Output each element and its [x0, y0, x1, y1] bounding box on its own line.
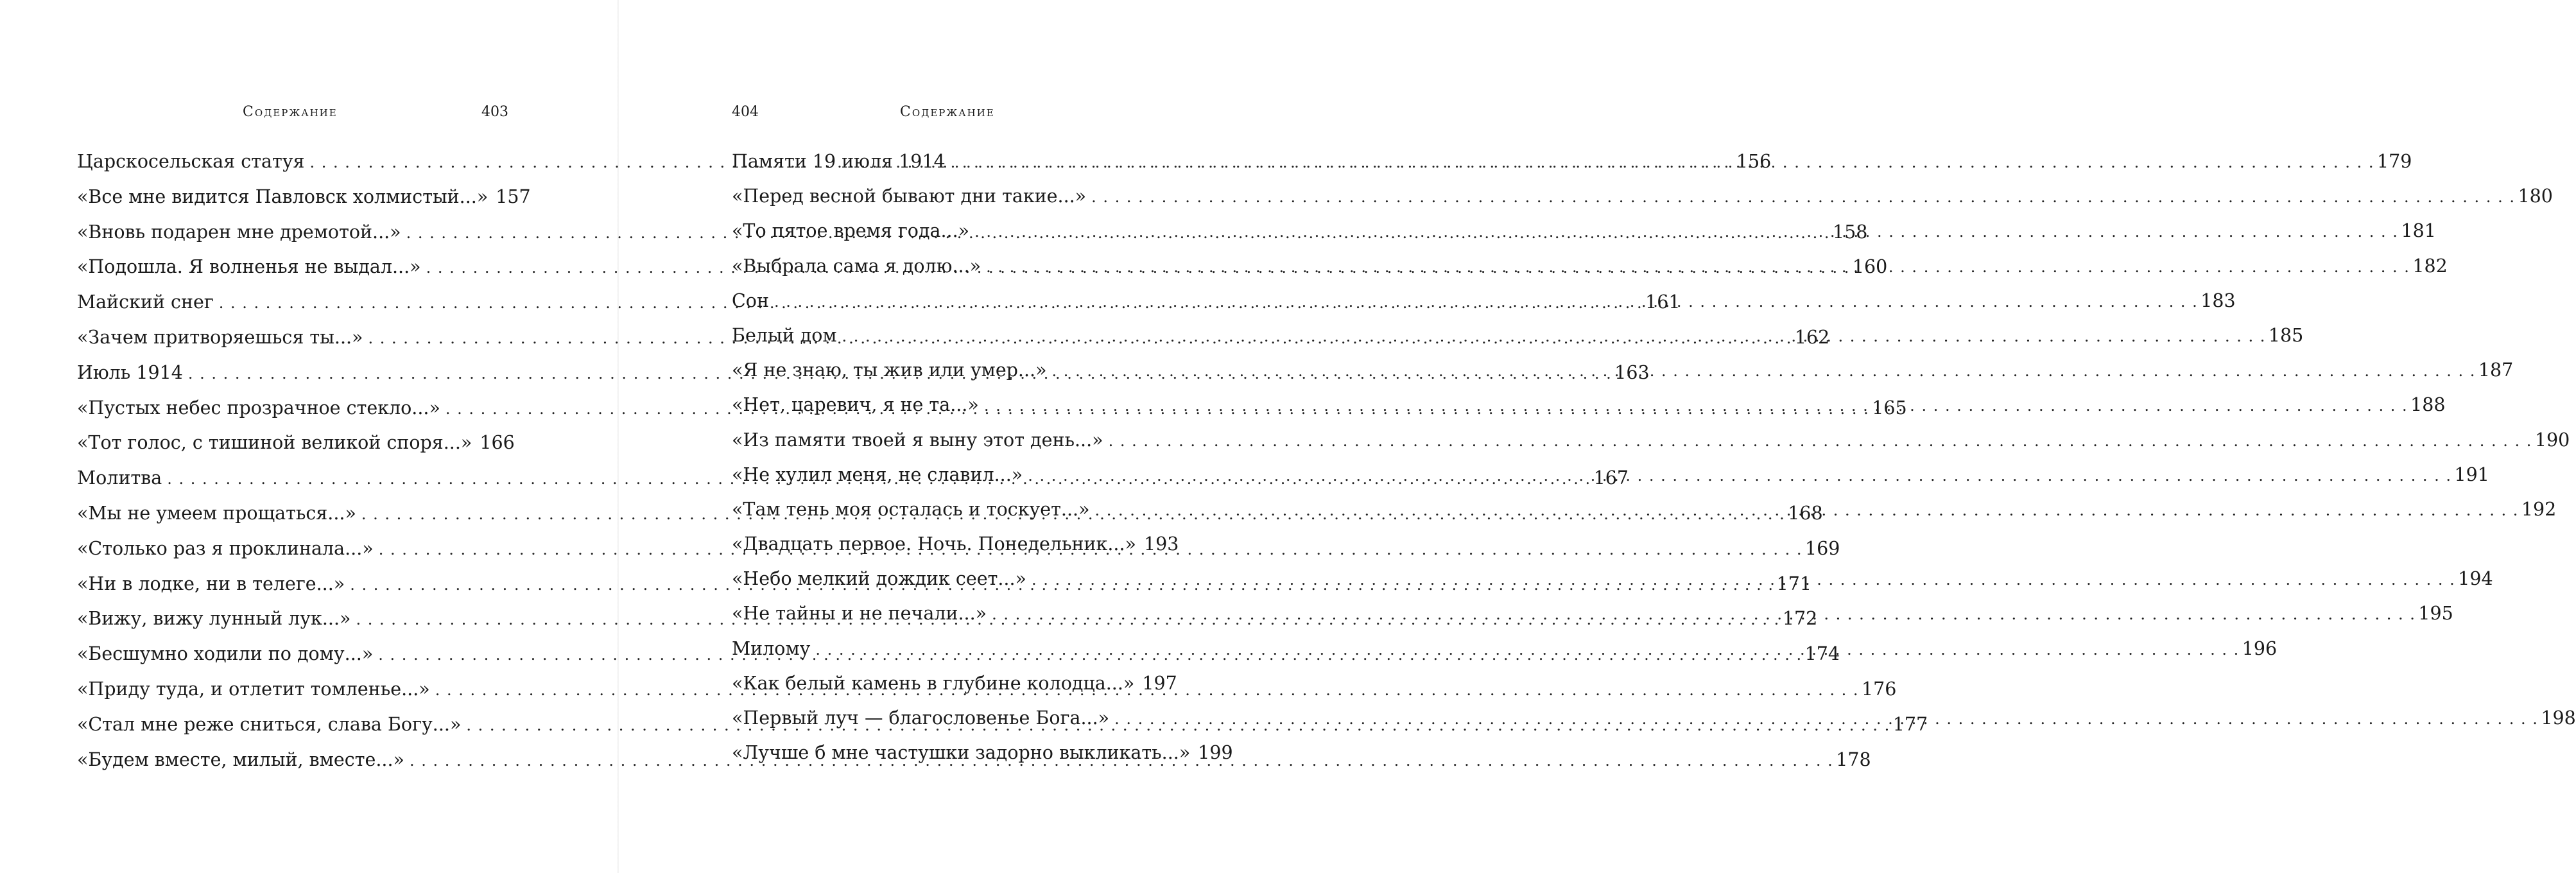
entry-page-number: 197 — [1142, 672, 1177, 694]
entry-page-number: 181 — [2401, 220, 2436, 242]
entry-page-number: 169 — [1805, 537, 1840, 559]
entry-title: Молитва — [77, 467, 162, 489]
entry-page-number: 188 — [2410, 394, 2446, 416]
entry-title: «Стал мне реже сниться, слава Богу...» — [77, 713, 462, 735]
entry-page-number: 162 — [1794, 326, 1830, 348]
running-head-title: Содержание — [900, 104, 995, 120]
entry-page-number: 171 — [1776, 573, 1811, 594]
running-head — [732, 104, 1163, 123]
dot-leader — [1052, 358, 2476, 384]
entry-page-number: 193 — [1143, 533, 1179, 555]
page-number: 404 — [732, 104, 759, 120]
entry-title: «Нет, царевич, я не та...» — [732, 394, 979, 416]
entry-page-number: 191 — [2454, 463, 2489, 485]
toc-entry — [732, 671, 1177, 705]
entry-title: «Вновь подарен мне дремотой...» — [77, 221, 401, 243]
entry-title: «Первый луч — благословенье Бога...» — [732, 707, 1110, 729]
dot-leader — [1091, 184, 2515, 210]
dot-leader — [815, 637, 2239, 662]
entry-title: «Бесшумно ходили по дому...» — [77, 643, 374, 665]
entry-page-number: 179 — [2376, 151, 2412, 172]
entry-title: «Не тайны и не печали...» — [732, 603, 987, 625]
entry-page-number: 168 — [1788, 502, 1823, 524]
entry-title: «Выбрала сама я долю...» — [732, 255, 981, 277]
entry-page-number: 163 — [1614, 361, 1650, 383]
dot-leader — [774, 289, 2198, 315]
dot-leader — [986, 254, 2410, 280]
entry-page-number: 198 — [2541, 707, 2576, 729]
entry-title: Царскосельская статуя — [77, 151, 305, 172]
entry-page-number: 177 — [1892, 713, 1928, 735]
entry-title: Памяти 19 июля 1914 — [732, 151, 946, 172]
page-number: 403 — [481, 104, 508, 120]
entry-page-number: 167 — [1593, 467, 1629, 489]
dot-leader — [1028, 463, 2451, 488]
toc-entry — [77, 184, 531, 220]
entry-title: «То пятое время года...» — [732, 220, 970, 242]
entry-page-number: 190 — [2534, 429, 2570, 451]
toc-entry — [732, 740, 1233, 775]
dot-leader — [1114, 706, 2538, 732]
entry-title: Милому — [732, 637, 811, 659]
entry-page-number: 194 — [2458, 568, 2493, 590]
dot-leader — [974, 219, 2398, 245]
entry-page-number: 161 — [1645, 291, 1681, 313]
entry-title: «Вижу, вижу лунный лук...» — [77, 608, 351, 630]
toc-entry — [732, 184, 2553, 218]
dot-leader — [951, 150, 2374, 175]
entry-page-number: 172 — [1782, 608, 1818, 630]
dot-leader — [992, 601, 2416, 627]
dot-leader — [1032, 567, 2455, 592]
entry-page-number: 192 — [2521, 498, 2557, 520]
entry-title: «Зачем притворяешься ты...» — [77, 326, 363, 348]
toc-entry — [732, 532, 1179, 566]
entry-title: «Ни в лодке, ни в телеге...» — [77, 573, 345, 594]
entry-title: «Приду туда, и отлетит томленье...» — [77, 678, 430, 700]
entry-title: Июль 1914 — [77, 361, 183, 383]
entry-title: «Как белый камень в глубине колодца...» — [732, 672, 1135, 694]
dot-leader — [984, 393, 2408, 419]
entry-page-number: 183 — [2200, 290, 2236, 311]
entry-page-number: 156 — [1736, 151, 1772, 172]
entry-page-number: 185 — [2268, 324, 2304, 346]
entry-page-number: 165 — [1872, 397, 1907, 419]
running-head — [77, 104, 508, 123]
entry-page-number: 178 — [1836, 748, 1871, 770]
entry-page-number: 158 — [1832, 221, 1868, 243]
entry-title: «Небо мелкий дождик сеет...» — [732, 568, 1026, 590]
entry-page-number: 196 — [2242, 637, 2278, 659]
entry-title: «Мы не умеем прощаться...» — [77, 502, 356, 524]
entry-page-number: 187 — [2478, 359, 2514, 381]
entry-title: «Перед весной бывают дни такие...» — [732, 186, 1087, 207]
entry-title: «Лучше б мне частушки задорно выкликать...» — [732, 742, 1191, 764]
entry-title: Майский снег — [77, 291, 214, 313]
dot-leader — [1109, 428, 2532, 454]
entry-title: «Пустых небес прозрачное стекло...» — [77, 397, 440, 419]
entry-title: «Я не знаю, ты жив или умер...» — [732, 359, 1047, 381]
entry-page-number: 157 — [496, 186, 531, 207]
dot-leader — [842, 324, 2266, 349]
running-head-title: Содержание — [243, 104, 338, 120]
entry-title: «Там тень моя осталась и тоскует...» — [732, 498, 1090, 520]
entry-page-number: 174 — [1804, 643, 1840, 665]
entry-title: «Двадцать первое. Ночь. Понедельник...» — [732, 533, 1136, 555]
entry-page-number: 176 — [1862, 678, 1897, 700]
entry-page-number: 166 — [480, 432, 515, 454]
entry-title: «Все мне видится Павловск холмистый...» — [77, 186, 488, 207]
book-gutter — [618, 0, 619, 873]
toc-entry — [77, 430, 515, 465]
dot-leader — [1095, 497, 2519, 523]
entry-title: «Подошла. Я волненья не выдал...» — [77, 256, 421, 278]
entry-page-number: 195 — [2418, 603, 2453, 625]
entry-title: «Из памяти твоей я выну этот день...» — [732, 429, 1103, 451]
entry-title: «Не хулил меня, не славил...» — [732, 463, 1023, 485]
entry-page-number: 160 — [1852, 256, 1888, 278]
entry-page-number: 199 — [1198, 742, 1233, 764]
entry-page-number: 182 — [2412, 255, 2448, 277]
entry-page-number: 180 — [2518, 186, 2553, 207]
entry-title: «Будем вместе, милый, вместе...» — [77, 748, 404, 770]
entry-title: «Тот голос, с тишиной великой споря...» — [77, 432, 472, 454]
entry-title: «Столько раз я проклинала...» — [77, 537, 374, 559]
toc-entry — [732, 428, 2570, 462]
entry-title: Белый дом — [732, 324, 837, 346]
entry-title: Сон — [732, 290, 769, 311]
